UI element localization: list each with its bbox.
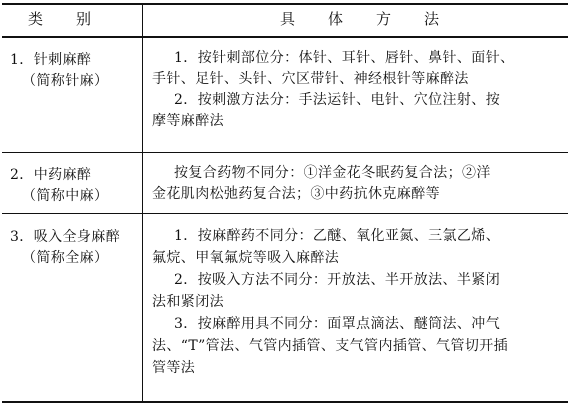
row-3-category — [10, 227, 138, 269]
method-line: 氟烷、甲氧氟烷等吸入麻醉法 — [152, 250, 340, 266]
header-divider — [2, 36, 568, 38]
row-divider — [2, 152, 568, 153]
category-abbrev: （简称全麻） — [22, 250, 109, 266]
method-line: 手针、足针、头针、穴区带针、神经根针等麻醉法 — [152, 71, 469, 87]
method-line: 法、“T”管法、气管内插管、支气管内插管、气管切开插 — [152, 338, 509, 354]
method-line: 按复合药物不同分：①洋金花冬眠药复合法；②洋 — [174, 165, 491, 181]
method-line: 管等法 — [152, 360, 196, 376]
category-abbrev: （简称针麻） — [22, 73, 109, 89]
method-line: 2．按吸入方法不同分：开放法、半开放法、半紧闭 — [174, 272, 501, 288]
method-line: 金花肌肉松弛药复合法；③中药抗休克麻醉等 — [152, 186, 440, 202]
header-category: 类 别 — [28, 10, 101, 28]
methods-table — [2, 3, 568, 403]
method-line: 2．按刺激方法分：手法运针、电针、穴位注射、按 — [174, 92, 501, 108]
method-line: 1．按麻醉药不同分：乙醚、氧化亚氮、三氯乙烯、 — [174, 228, 501, 244]
method-line: 摩等麻醉法 — [152, 113, 224, 129]
row-divider — [2, 213, 568, 214]
category-abbrev: （简称中麻） — [22, 188, 109, 204]
row-1-methods — [152, 48, 560, 132]
row-2-methods — [152, 163, 560, 205]
header-method: 具 体 方 法 — [280, 10, 449, 28]
method-line: 1．按针刺部位分：体针、耳针、唇针、鼻针、面针、 — [174, 50, 515, 66]
row-1-category — [10, 50, 138, 92]
method-line: 法和紧闭法 — [152, 294, 224, 310]
category-name: 2．中药麻醉 — [10, 167, 92, 183]
method-line: 3．按麻醉用具不同分：面罩点滴法、醚筒法、冲气 — [174, 316, 501, 332]
row-2-category — [10, 165, 138, 207]
row-3-methods — [152, 225, 560, 379]
column-divider — [142, 5, 143, 401]
category-name: 3．吸入全身麻醉 — [10, 229, 121, 245]
category-name: 1．针刺麻醉 — [10, 52, 92, 68]
